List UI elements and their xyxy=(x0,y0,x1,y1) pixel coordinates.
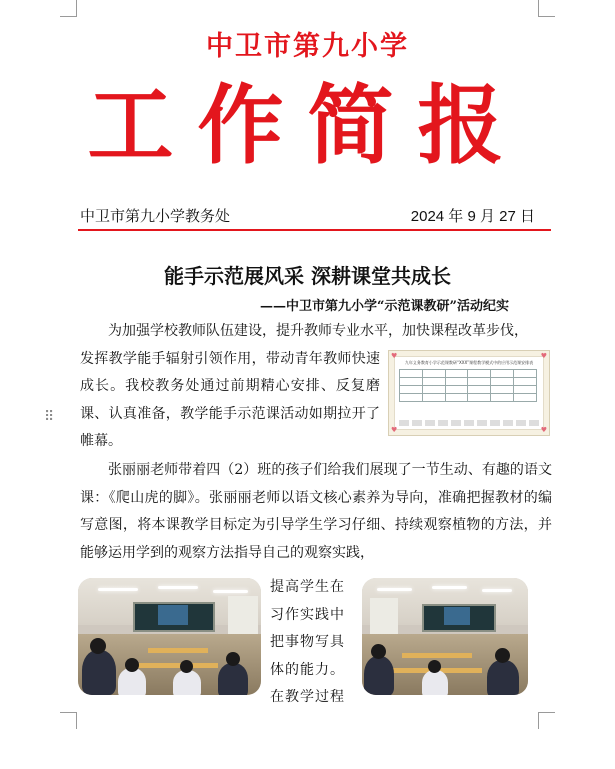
school-name: 中卫市第九小学 xyxy=(206,31,409,62)
article-subtitle: ——中卫市第九小学“示范课教研”活动纪实 xyxy=(260,299,509,314)
heart-icon: ♥ xyxy=(391,426,398,434)
crop-mark-top-left xyxy=(60,0,77,17)
notice-table xyxy=(399,369,537,402)
paragraph-wrap-text: 提高学生在习作实践中把事物写具体的能力。在教学过程 xyxy=(270,579,345,705)
heart-icon: ♥ xyxy=(391,352,398,360)
classroom-photo-right xyxy=(362,578,528,695)
classroom-photo-left xyxy=(78,578,261,695)
notice-caption: 九年义务教育小学示范课教研“XXX”课程教学模式中的应用示范课安排表 xyxy=(404,360,534,365)
crop-mark-bottom-left xyxy=(60,712,77,729)
drag-handle-icon[interactable]: ⠿ xyxy=(44,409,55,425)
department-name: 中卫市第九小学教务处 xyxy=(80,208,231,225)
crop-mark-bottom-right xyxy=(538,712,555,729)
crop-mark-top-right xyxy=(538,0,555,17)
heart-icon: ♥ xyxy=(540,352,547,360)
header-divider xyxy=(78,229,551,231)
heart-icon: ♥ xyxy=(540,426,547,434)
issue-date: 2024 年 9 月 27 日 xyxy=(410,208,535,225)
brief-title: 工作简报 xyxy=(87,75,528,176)
schedule-notice-image xyxy=(388,350,550,436)
paragraph-intro-line1: 为加强学校教师队伍建设，提升教师专业水平，加快课程改革步伐， xyxy=(108,323,528,339)
article-title: 能手示范展风采 深耕课堂共成长 xyxy=(164,264,451,288)
paragraph-lesson: 张丽丽老师带着四（2）班的孩子们给我们展现了一节生动、有趣的语文课：《爬山虎的脚》。张丽丽老师以语文核心素养为导向，准确把握教材的编写意图，将本课教学目标定为引导学生学习仔细、持续观察植物的方法，并能够运用学到的观察方法指导自己的观察实践， xyxy=(80,462,552,561)
paragraph-intro-rest: 发挥教学能手辐射引领作用，带动青年教师快速成长。我校教务处通过前期精心安排、反复磨课、认真准备，教学能手示范课活动如期拉开了帷幕。 xyxy=(80,350,380,449)
